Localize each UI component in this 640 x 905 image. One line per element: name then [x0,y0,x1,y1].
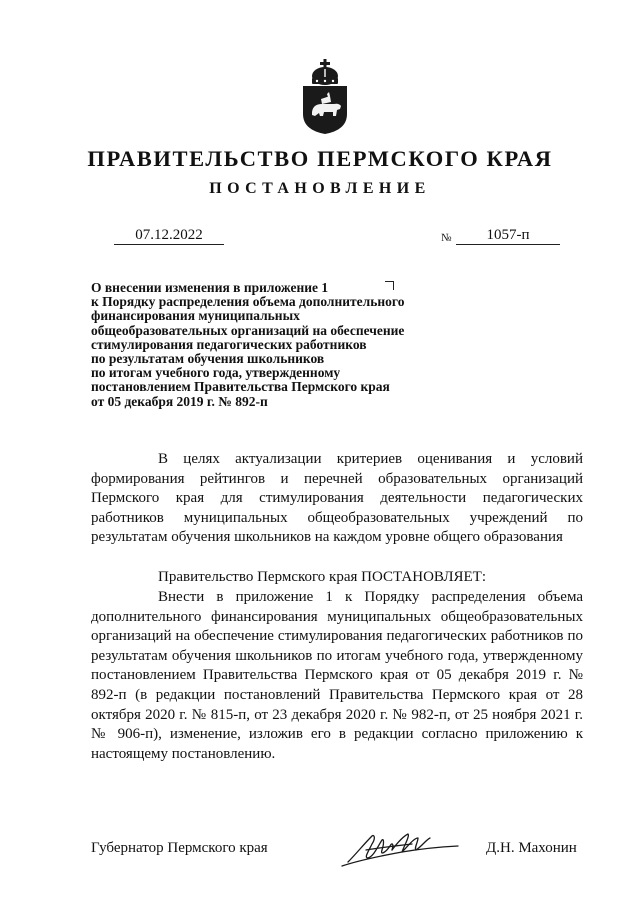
coat-of-arms-icon [297,56,353,136]
subject-line: О внесении изменения в приложение 1 [91,280,329,295]
signatory-title: Губернатор Пермского края [91,840,268,856]
subject-line: к Порядку распределения объема дополнительного [91,294,405,310]
document-date: 07.12.2022 [114,226,224,245]
document-number: 1057-п [456,226,560,245]
preamble-paragraph: В целях актуализации критериев оценивания и условий формирования рейтингов и перечней образовательных организаций Пермского края для стимулирования деятельности педагогических работников муниципальных общеобразовательных учреждений по результатам обучения школьников на каждом уровне общего образования [91,451,583,546]
signature-mark [338,826,462,872]
document-type: ПОСТАНОВЛЕНИЕ [209,180,431,197]
corner-mark [385,281,394,290]
government-title: ПРАВИТЕЛЬСТВО ПЕРМСКОГО КРАЯ [87,146,553,171]
signatory-name: Д.Н. Махонин [486,840,577,856]
subject-line: от 05 декабря 2019 г. № 892-п [91,393,268,409]
subject-line: по итогам учебного года, утвержденному [91,365,341,381]
operative-paragraph: Внести в приложение 1 к Порядку распределения объема дополнительного финансирования муниципальных общеобразовательных организаций на обеспечение стимулирования педагогических работников по результатам обучения школьников по итогам учебного года, утвержденному постановлением Правительства Пермского края от 05 декабря 2019 г. № 892-п (в редакции постановлений Правительства Пермского края от 28 октября 2020 г. № 815-п, от 23 декабря 2020 г. № 982-п, от 25 ноября 2021 г. № 906-п), изменение, изложив его в редакции согласно приложению к настоящему постановлению. [91,589,583,762]
subject-line: финансирования муниципальных [91,308,300,324]
number-sign: № [441,232,452,244]
subject-line: стимулирования педагогических работников [91,336,367,352]
document-subject [91,281,471,409]
subject-line: общеобразовательных организаций на обеспечение [91,322,405,338]
resolution-line: Правительство Пермского края ПОСТАНОВЛЯЕТ: [158,569,487,585]
subject-line: постановлением Правительства Пермского края [91,379,390,395]
subject-line: по результатам обучения школьников [91,351,325,367]
